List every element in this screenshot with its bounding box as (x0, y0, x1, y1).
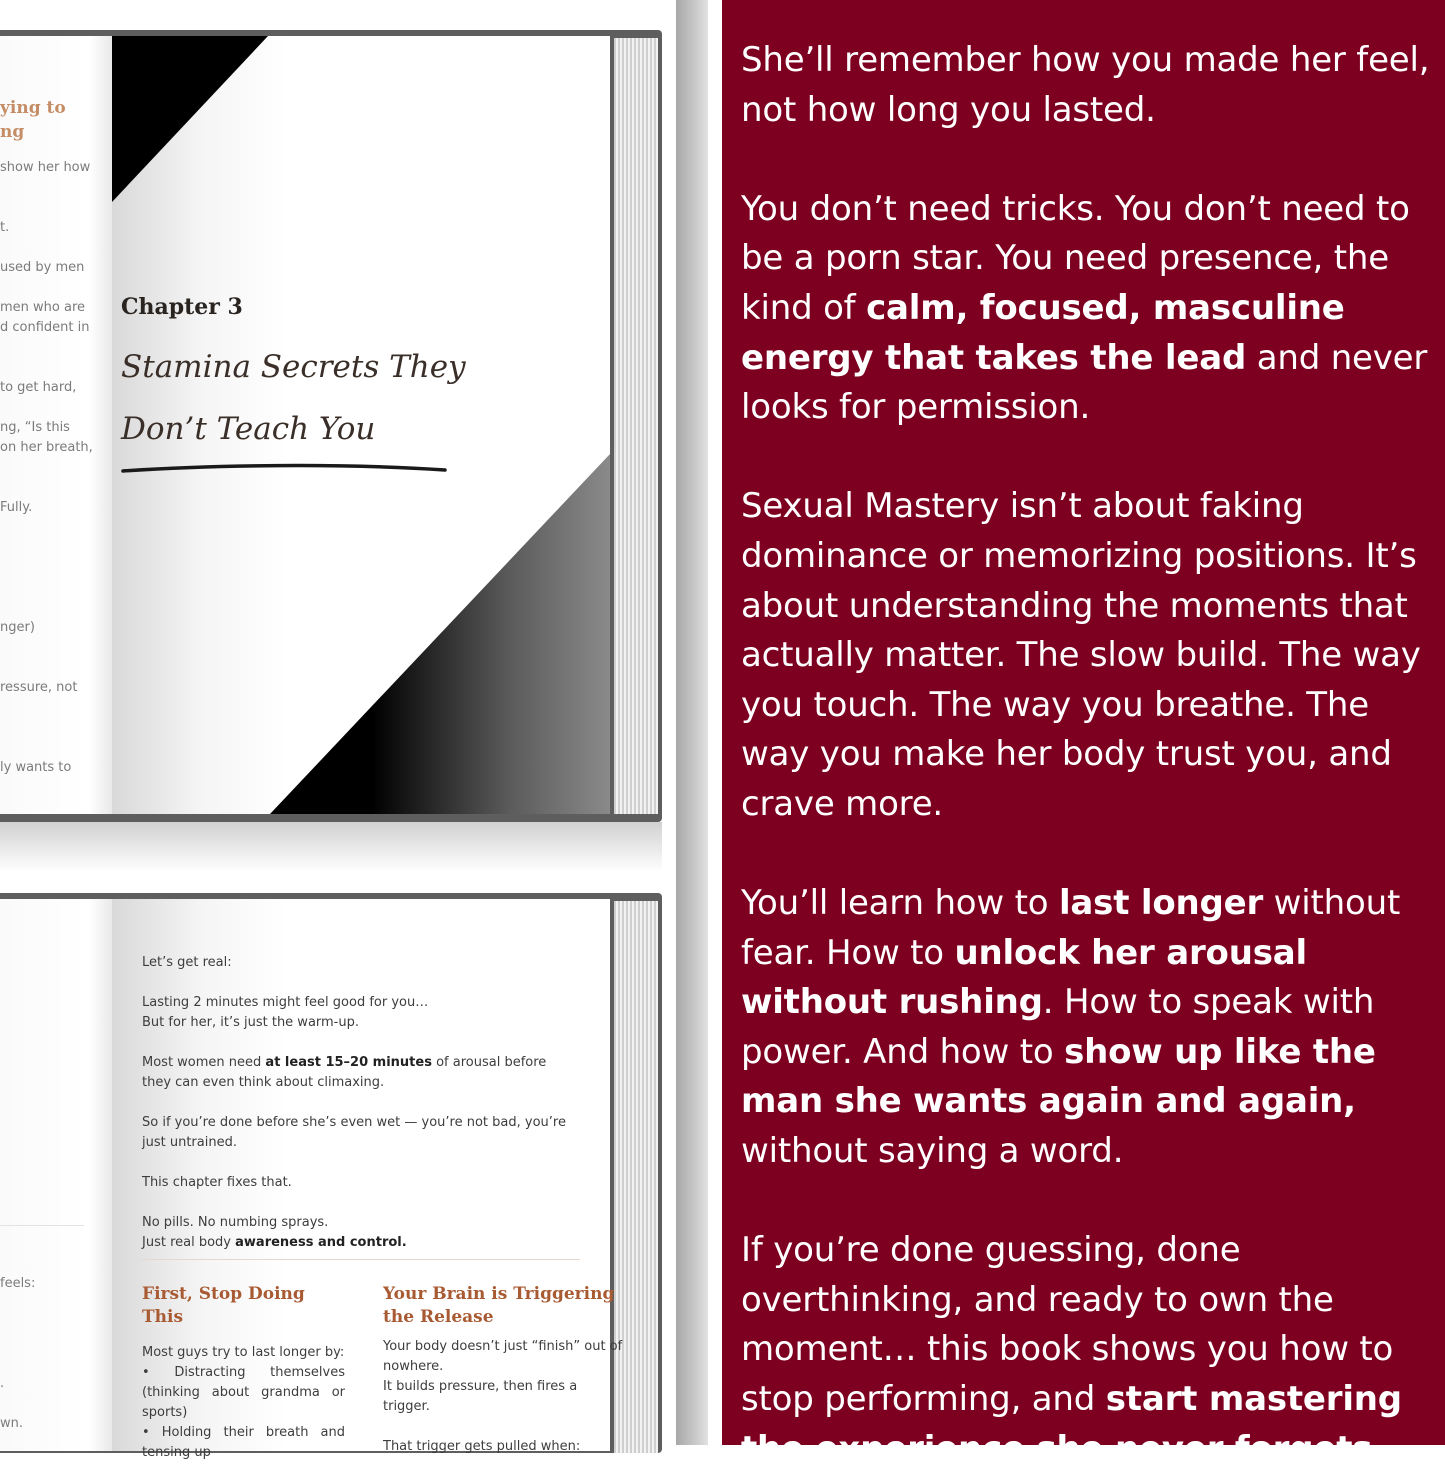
content-page (112, 899, 623, 1460)
paragraph: It builds pressure, then fires a trigger. (383, 1379, 578, 1414)
paragraph (142, 1053, 572, 1093)
page-fragment: Fully. (0, 500, 33, 515)
text-span: Just real body (142, 1235, 236, 1250)
brush-underline (121, 462, 451, 478)
column-first-stop (142, 1283, 345, 1463)
bullet-item: • Distracting themselves (thinking about grandma or sports) (142, 1365, 345, 1420)
text-span: If you’re done guessing, done overthinking, and ready to own the moment… this book shows you how to stop performing, and (741, 1230, 1394, 1420)
page-fragment: d confident in (0, 320, 90, 335)
left-page (0, 899, 112, 1451)
page-fragment: ly wants to (0, 760, 72, 775)
bold-text: at least 15–20 minutes (265, 1055, 432, 1070)
panel-paragraph (741, 879, 1431, 1177)
text-line: Most guys try to last longer by: (142, 1345, 345, 1360)
page-fragment: men who are (0, 300, 86, 315)
page-edges (614, 38, 658, 814)
text-span: without saying a word. (741, 1131, 1124, 1172)
body-text (142, 953, 572, 1273)
section-heading: Your Brain is Triggering the Release (383, 1284, 615, 1327)
bold-text: awareness and control. (235, 1235, 407, 1250)
corner-triangle-bottom (270, 454, 610, 814)
divider-stripe (676, 0, 708, 1445)
left-page (0, 36, 112, 814)
column-brain-trigger (383, 1283, 623, 1457)
page-fragment: nger) (0, 620, 35, 635)
text-line: Lasting 2 minutes might feel good for you… (142, 995, 429, 1010)
divider-line (0, 1225, 84, 1226)
page-fragment: t. (0, 220, 10, 235)
chapter-title: Stamina Secrets They Don’t Teach You (121, 349, 466, 447)
page-fragment: to get hard, (0, 380, 77, 395)
bold-text: last longer (1058, 883, 1264, 924)
page-fragment: ressure, not (0, 680, 78, 695)
chapter-label: Chapter 3 (121, 294, 243, 320)
book-mockup-top (0, 30, 662, 822)
bold-text: show up like the man she wants again and again, (741, 1031, 1376, 1122)
page-fragment: . (0, 1376, 5, 1391)
text-span: . How to speak with power. And how to (741, 982, 1375, 1072)
chapter-page (112, 36, 610, 814)
page-fragment: on her breath, (0, 440, 93, 455)
page-fragment: show her how (0, 160, 91, 175)
text-span: Most women need (142, 1055, 266, 1070)
section-divider (142, 1259, 580, 1260)
page-fragment: feels: (0, 1276, 36, 1291)
panel-paragraph: She’ll remember how you made her feel, not how long you lasted. (741, 40, 1430, 130)
paragraph: So if you’re done before she’s even wet — you’re not bad, you’re just untrained. (142, 1115, 566, 1150)
panel-paragraph: Sexual Mastery isn’t about faking dominance or memorizing positions. It’s about understanding the moments that actually matter. The slow build. The way you touch. The way you breathe. The way you make her body trust you, and crave more. (741, 486, 1421, 824)
page-fragment: ng, “Is this (0, 420, 70, 435)
text-line: No pills. No numbing sprays. (142, 1215, 329, 1230)
text-line: But for her, it’s just the warm-up. (142, 1015, 360, 1030)
bold-text: unlock her arousal without rushing (741, 932, 1307, 1023)
paragraph: Your body doesn’t just “finish” out of nowhere. (383, 1339, 623, 1374)
text-span: without fear. How to (741, 883, 1401, 973)
text-span: You don’t need tricks. You don’t need to be a porn star. You need presence, the kind of (741, 188, 1410, 328)
panel-paragraph (741, 1226, 1431, 1474)
text-span: You’ll learn how to (741, 883, 1059, 924)
book-shadow (0, 822, 662, 872)
paragraph (142, 1213, 572, 1253)
page-fragment: wn. (0, 1416, 24, 1431)
bold-text: calm, focused, masculine energy that takes the lead (741, 287, 1345, 378)
page-fragment: ying to (0, 98, 66, 118)
corner-triangle-top (112, 36, 268, 202)
book-mockup-bottom (0, 893, 662, 1460)
page-fragment: ng (0, 122, 25, 142)
page-fragment: used by men (0, 260, 85, 275)
bold-text: start mastering the experience she never forgets. (741, 1379, 1402, 1469)
copy-panel (722, 0, 1445, 1469)
section-heading: First, Stop Doing This (142, 1284, 305, 1327)
panel-paragraph (741, 185, 1431, 433)
text-span: and never looks for permission. (741, 337, 1428, 428)
paragraph: Let’s get real: (142, 955, 232, 970)
text-span: of arousal before they can even think about climaxing. (142, 1055, 547, 1090)
paragraph: This chapter fixes that. (142, 1175, 292, 1190)
paragraph: That trigger gets pulled when: (383, 1439, 581, 1454)
paragraph (142, 993, 572, 1033)
bullet-item: • Holding their breath and tensing up (142, 1425, 345, 1460)
